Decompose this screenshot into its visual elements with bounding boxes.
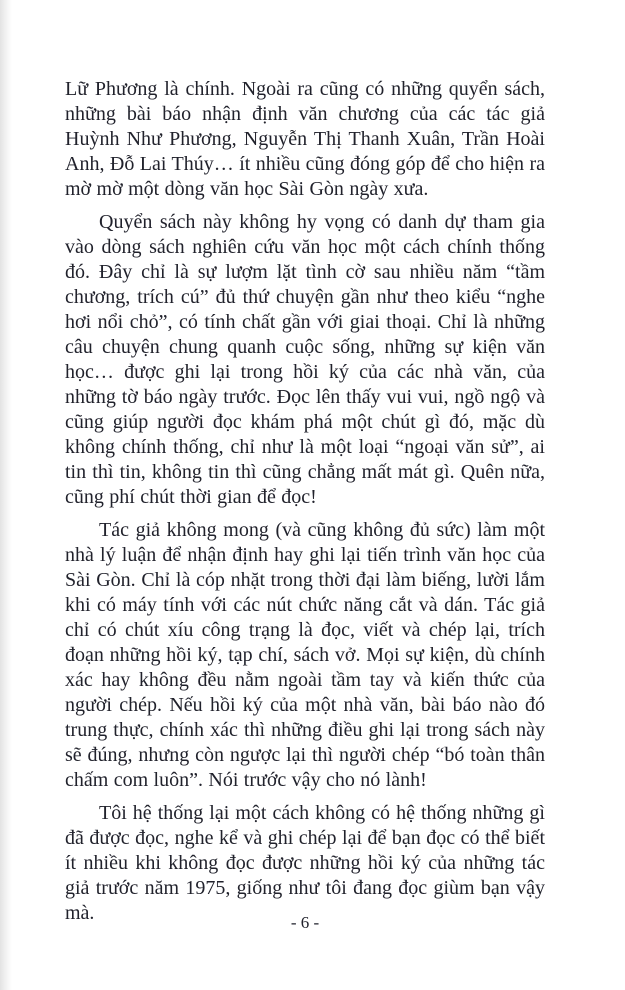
body-paragraph: Tác giả không mong (và cũng không đủ sức) làm một nhà lý luận để nhận định hay ghi lại tiến trình văn học của Sài Gòn. Chỉ là cóp nhặt trong thời đại làm biếng, lười lắm khi có máy tính với các nút chức năng cắt và dán. Tác giả chỉ có chút xíu công trạng là đọc, viết và chép lại, trích đoạn những hồi ký, tạp chí, sách vở. Mọi sự kiện, dù chính xác hay không đều nằm ngoài tầm tay và kiến thức của người chép. Nếu hồi ký của một nhà văn, bài báo nào đó trung thực, chính xác thì những điều ghi lại trong sách này sẽ đúng, nhưng còn ngược lại thì người chép “bó toàn thân chấm com luôn”. Nói trước vậy cho nó lành!	[65, 519, 545, 791]
body-paragraph: Quyển sách này không hy vọng có danh dự tham gia vào dòng sách nghiên cứu văn học một cách chính thống đó. Đây chỉ là sự lượm lặt tình cờ sau nhiều năm “tầm chương, trích cú” đủ thứ chuyện gần như theo kiểu “nghe hơi nổi chỏ”, có tính chất gần với giai thoại. Chỉ là những câu chuyện chung quanh cuộc sống, những sự kiện văn học… được ghi lại trong hồi ký của các nhà văn, của những tờ báo ngày trước. Đọc lên thấy vui vui, ngồ ngộ và cũng giúp người đọc khám phá một chút gì đó, mặc dù không chính thống, chỉ như là một loại “ngoại văn sử”, ai tin thì tin, không tin thì cũng chẳng mất mát gì. Quên nữa, cũng phí chút thời gian để đọc!	[65, 211, 545, 508]
page-text-block	[65, 77, 545, 934]
page-number: - 6 -	[290, 913, 320, 932]
page-edge-shadow	[0, 0, 12, 990]
body-paragraph: Lữ Phương là chính. Ngoài ra cũng có những quyển sách, những bài báo nhận định văn chương của các tác giả Huỳnh Như Phương, Nguyễn Thị Thanh Xuân, Trần Hoài Anh, Đỗ Lai Thúy… ít nhiều cũng đóng góp để cho hiện ra mờ mờ một dòng văn học Sài Gòn ngày xưa.	[65, 78, 545, 200]
body-paragraph: Tôi hệ thống lại một cách không có hệ thống những gì đã được đọc, nghe kể và ghi chép lại để bạn đọc có thể biết ít nhiều khi không đọc được những hồi ký của những tác giả trước năm 1975, giống như tôi đang đọc giùm bạn vậy mà.	[65, 802, 545, 924]
